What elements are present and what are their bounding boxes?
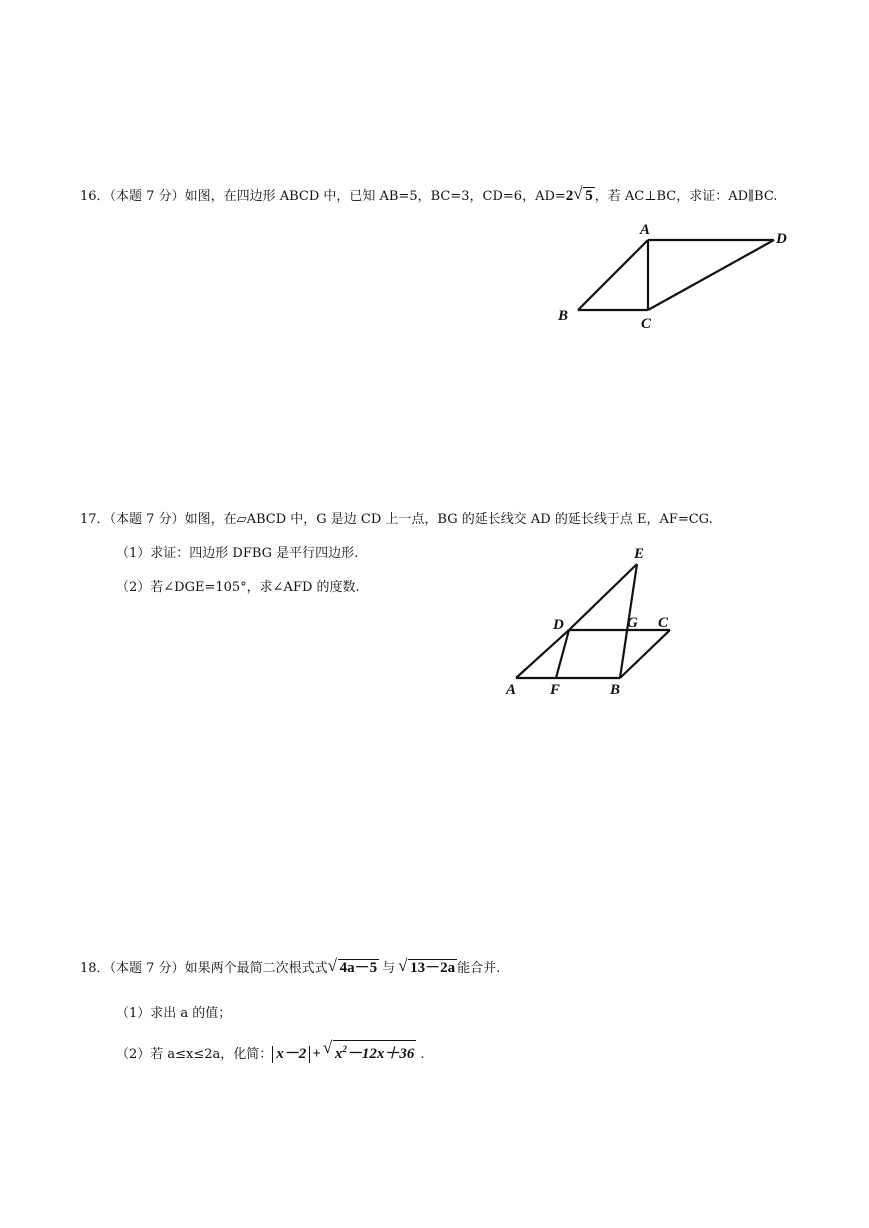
q18-part2-text: （2）若 a≤x≤2a，化简： [116,1047,273,1062]
q18-radical-3: √ $x^2-12x+36$ [325,1040,417,1064]
q17-label-a: A [506,682,517,698]
q18-end: . [420,1047,425,1062]
q17-label-b: B [610,682,621,698]
q16-label-d: D [776,231,787,247]
q17-label-f: F [550,682,561,698]
q16-label-b: B [558,308,569,324]
q18-text-b: 能合并. [457,961,501,976]
q18-part1: （1）求出 a 的值； [116,1006,232,1021]
q17-label-e: E [634,546,645,562]
q17-label-d: D [553,617,564,633]
q18-plus: + [312,1046,321,1062]
q16-segment-cd [648,240,774,310]
q17-part1: （1）求证：四边形 DFBG 是平行四边形. [116,546,359,561]
q18-absolute-value: x－2 [272,1046,310,1063]
q18-part2 [116,1040,425,1065]
parallelogram-symbol: ▱ [236,512,247,527]
q16-text-a: （本题 7 分）如图，在四边形 ABCD 中，已知 AB=5，BC=3，CD=6，AD= [109,189,566,204]
q17-text-a: （本题 7 分）如图，在 [109,512,237,527]
q16-ad-radicand: 5 [585,188,593,204]
q16-ad-value: 2√ 5 [566,188,595,204]
q16-number: 16． [80,189,110,204]
q18-radical-1: √ 4a－5 [330,958,380,978]
q17-statement [80,510,713,530]
q17-number: 17． [80,512,110,527]
q18-number: 18． [80,961,110,976]
q16-figure [548,218,793,340]
q18-text-a: （本题 7 分）如果两个最简二次根式式 [109,961,328,976]
q17-part2: （2）若∠DGE=105°，求∠AFD 的度数. [116,580,360,595]
q18-statement [80,958,500,979]
q17-figure [500,540,680,704]
q16-text-b: ，若 AC⊥BC，求证：AD∥BC. [594,189,778,204]
q17-label-c: C [658,615,669,631]
q18-mid: 与 [382,961,396,976]
q17-segment-bc [620,630,670,678]
q17-segment-ad [516,630,569,678]
q16-label-a: A [640,222,651,238]
q17-text-b: ABCD 中，G 是边 CD 上一点，BG 的延长线交 AD 的延长线于点 E，AF=CG. [246,512,713,527]
q16-segment-ab [578,240,648,310]
q17-label-g: G [627,615,638,631]
q18-radical-2: √ 13－2a [400,958,457,978]
q16-statement [80,186,777,207]
q16-label-c: C [641,316,652,332]
